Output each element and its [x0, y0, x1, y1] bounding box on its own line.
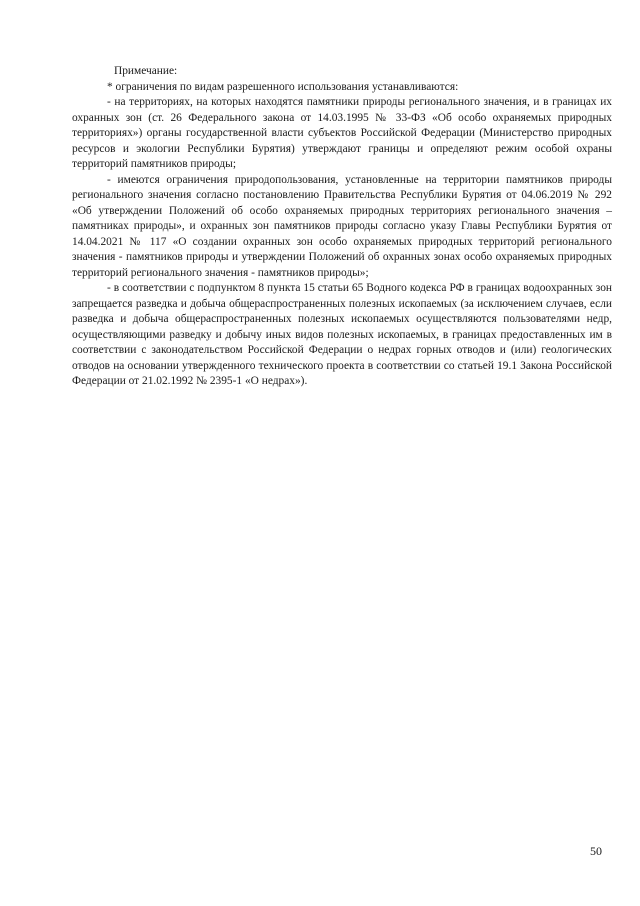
- paragraph-natural-monuments: - на территориях, на которых находятся памятники природы регионального значения, и в границах их охранных зон (ст. 26 Федерального закона от 14.03.1995 № 33-ФЗ «Об особо охраняемых природных территориях») органы государственной власти субъектов Российской Федерации (Министерство природных ресурсов и экологии Республики Бурятия) утверждают границы и определяют режим особой охраны территорий памятников природы;: [72, 96, 612, 170]
- paragraph-water-code: - в соответствии с подпунктом 8 пункта 15 статьи 65 Водного кодекса РФ в границах водоохранных зон запрещается разведка и добыча общераспространенных полезных ископаемых (за исключением случаев, если разведка и добыча общераспространенных полезных ископаемых осуществляются пользователями недр, осуществляющими разведку и добычу иных видов полезных ископаемых, в границах предоставленных им в соответствии с законодательством Российской Федерации о недрах горных отводов и (или) геологических отводов на основании утвержденного технического проекта в соответствии со статьей 19.1 Закона Российской Федерации от 21.02.1992 № 2395-1 «О недрах»).: [72, 282, 612, 387]
- document-body: [72, 64, 612, 390]
- note-title: Примечание:: [114, 65, 178, 77]
- page-number: 50: [590, 844, 602, 858]
- note-intro: * ограничения по видам разрешенного использования устанавливаются:: [107, 80, 459, 93]
- paragraph-usage-restrictions: - имеются ограничения природопользования, установленные на территории памятников природы регионального значения согласно постановлению Правительства Республики Бурятия от 04.06.2019 № 292 «Об утверждении Положений об особо охраняемых природных территориях регионального значения – памятниках природы», и охранных зон памятников природы согласно указу Главы Республики Бурятия от 14.04.2021 № 117 «О создании охранных зон особо охраняемых природных территорий регионального значения - памятников природы и утверждении Положений об охранных зонах особо охраняемых природных территорий регионального значения - памятников природы»;: [72, 173, 612, 279]
